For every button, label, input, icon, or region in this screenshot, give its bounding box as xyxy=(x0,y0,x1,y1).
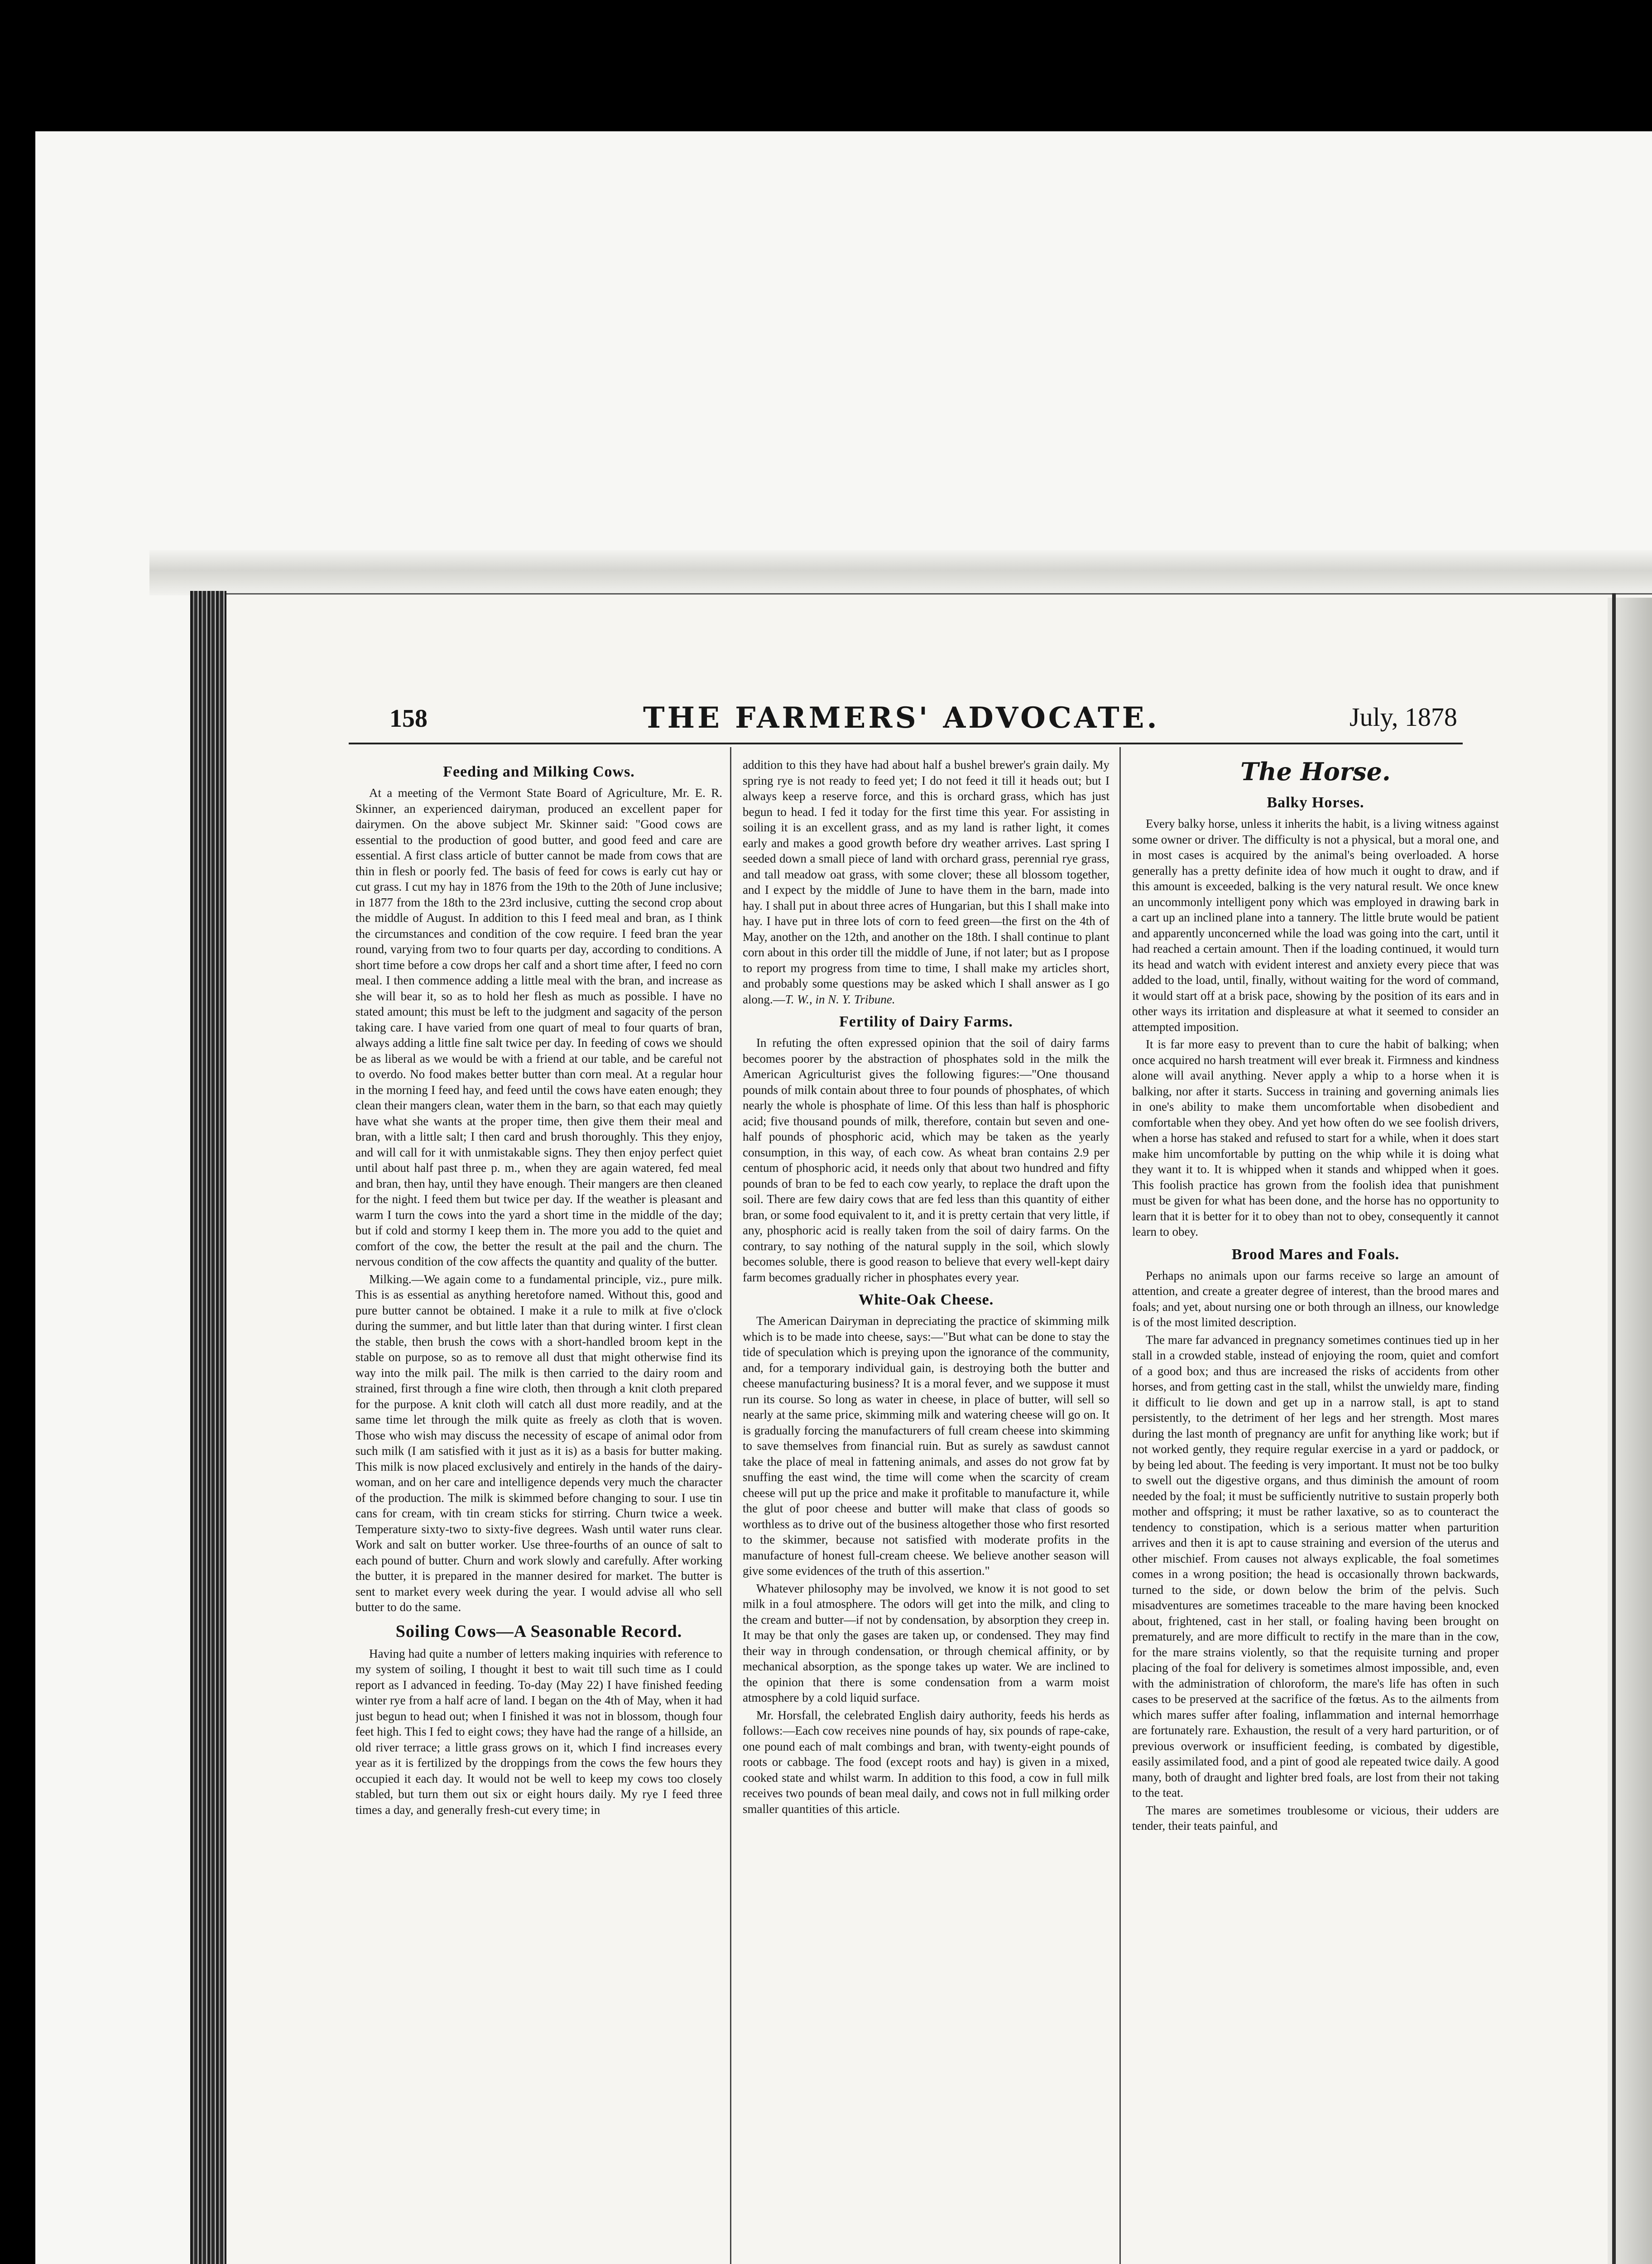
issue-date: July, 1878 xyxy=(1349,702,1457,732)
article-paragraph: Mr. Horsfall, the celebrated English dairy authority, feeds his herds as follows:—Each cow receives nine pounds of hay, six pounds of rape-cake, one pound each of malt combings and bran, with twenty-eight pounds of roots or cabbage. The food (except roots and hay) is given in a mixed, cooked state and whilst warm. In addition to this food, a cow in full milk receives two pounds of bean meal daily, and cows not in full milking order smaller quantities of this article. xyxy=(743,1708,1109,1816)
column-divider xyxy=(1119,747,1121,2264)
article-title: Brood Mares and Foals. xyxy=(1231,1246,1400,1263)
article-title: White-Oak Cheese. xyxy=(858,1291,994,1308)
article-paragraph: Whatever philosophy may be involved, we know it is not good to set milk in a foul atmosphere. The odors will get into the milk, and cling to the cream and butter—if not by condensation, by absorption they creep in. It may be that only the gases are taken up, or condensed. They may find their way in through condensation, or through chemical affinity, or by mechanical absorption, as the sponge takes up water. We are inclined to the opinion that there is some condensation from a warm moist atmosphere by a cold liquid surface. xyxy=(743,1581,1109,1704)
article-title: Balky Horses. xyxy=(1267,794,1364,811)
article-paragraph: The American Dairyman in depreciating the practice of skimming milk which is to be made into cheese, says:—"But what can be done to stay the tide of speculation which is preying upon the ignorance of the community, and, for a temporary individual gain, is destroying both the butter and cheese manufacturing business? It is a moral fever, and we suppose it must run its course. So long as water in cheese, in place of butter, will sell so nearly at the same price, skimming milk and watering cheese will go on. It is gradually forcing the manufacturers of full cream cheese into skimming to save themselves from financial ruin. But as surely as sawdust cannot take the place of meal in fattening animals, and asses do not grow fat by snuffing the east wind, the time will come when the scarcity of cream cheese will put up the price and make it profitable to manufacture it, while the glut of poor cheese and butter will make that class of goods so worthless as to drive out of the business altogether those who first resorted to the skimmer, because not satisfied with moderate profits in the manufacture of honest full-cream cheese. We believe another season will give some evidences of the truth of this assertion." xyxy=(743,1314,1109,1578)
article-paragraph: At a meeting of the Vermont State Board of Agriculture, Mr. E. R. Skinner, an experienced dairyman, produced an excellent paper for dairymen. On the above subject Mr. Skinner said: "Good cows are essential to the production of good butter, and good feed and care are essential. A first class article of butter cannot be made from cows that are thin in flesh or poorly fed. The basis of feed for cows is early cut hay or cut grass. I cut my hay in 1876 from the 19th to the 20th of June inclusive; in 1877 from the 18th to the 23rd inclusive, cutting the second crop about the middle of August. In addition to this I feed meal and bran, as I think the circumstances and condition of the cow require. I feed bran the year round, varying from two to four quarts per day, according to conditions. A short time before a cow drops her calf and a short time after, I feed no corn meal. I then commence adding a little meal with the bran, and increase as she will bear it, so as to hold her flesh as much as possible. I have no stated amount; this must be left to the judgment and sagacity of the person taking care. I have varied from one quart of meal to four quarts of bran, always adding a little fine salt twice per day. In feeding of cows we should be as liberal as we would be with a friend at our table, and be careful not to overdo. No food makes better butter than corn meal. At a regular hour in the morning I feed hay, and feed until the cows have eaten enough; they clean their mangers clean, water them in the barn, so that each may quietly have what she wants at the proper time, then give them their meal and bran, with a little salt; I then card and brush thoroughly. This they enjoy, and will call for it with unmistakable signs. They then enjoy perfect quiet until about half past three p. m., when they are again watered, fed meal and bran, then hay, until they have enough. Their mangers are then cleaned for the night. I feed them but twice per day. If the weather is pleasant and warm I turn the cows into the yard a short time in the middle of the day; but if cold and stormy I keep them in. The more you add to the quiet and comfort of the cow, the better the result at the pail and the churn. The nervous condition of the cow affects the quantity and quality of the butter. xyxy=(355,786,722,1268)
article-paragraph: Milking.—We again come to a fundamental principle, viz., pure milk. This is as essential as anything heretofore named. Without this, good and pure butter cannot be obtained. I make it a rule to milk at five o'clock during the summer, and but little later than that during winter. I first clean the stable, then brush the cows with a short-handled broom kept in the stable on purpose, so as to remove all dust that might otherwise find its way into the milk pail. The milk is then carried to the dairy room and strained, first through a fine wire cloth, then through a knit cloth prepared for the purpose. A knit cloth will catch all dust more readily, and at the same time let through the milk quite as freely as cloth that is woven. Those who wish may discuss the necessity of escape of animal odor from such milk (I am satisfied with it just as it is) as a basis for butter making. This milk is now placed exclusively and entirely in the hands of the dairy-woman, and on her care and intelligence depends very much the character of the production. The milk is skimmed before changing to sour. I use tin cans for cream, with tin cream sticks for stirring. Churn twice a week. Temperature sixty-two to sixty-five degrees. Wash until water runs clear. Work and salt on butter worker. Use three-fourths of an ounce of salt to each pound of butter. Churn and work slowly and carefully. After working the butter, it is prepared in the manner desired for market. The butter is sent to market every week during the year. I would advise all who sell butter to do the same. xyxy=(355,1272,722,1614)
article-paragraph: Every balky horse, unless it inherits the habit, is a living witness against some owner or driver. The difficulty is not a physical, but a moral one, and in most cases is acquired by the animal's being overloaded. A horse generally has a pretty definite idea of how much it ought to draw, and if this amount is exceeded, balking is the very natural result. We once knew an uncommonly intelligent pony which was employed in drawing bark in a cart up an inclined plane into a tannery. The little brute would be patient and apparently unconcerned while the load was going into the cart, until it had reached a certain amount. Then if the loading continued, it would turn its head and watch with evident interest and anxiety every piece that was added to the load, until, finally, without waiting for the word of command, it would start off at a brisk pace, showing by the position of its ears and in other ways its irritation and displeasure at what it seemed to consider an attempted imposition. xyxy=(1132,817,1499,1034)
page-edge-line xyxy=(1612,593,1616,2264)
header-rule xyxy=(349,743,1463,744)
book-binding xyxy=(190,591,226,2264)
article-paragraph: The mare far advanced in pregnancy sometimes continues tied up in her stall in a crowded stable, instead of enjoying the room, quiet and comfort of a good box; and thus are increased the risks of accidents from other horses, and from getting cast in the stall, whilst the unwieldy mare, finding it difficult to lie down and get up in a narrow stall, is apt to stand persistently, to the detriment of her legs and her strength. Most mares during the last month of pregnancy are unfit for anything like work; but if not worked gently, they require regular exercise in a yard or paddock, or by being led about. The feeding is very important. It must not be too bulky to swell out the digestive organs, and thus diminish the amount of room needed by the foal; it must be sufficiently nutritive to sustain properly both mother and offspring; it must be rather laxative, so as to counteract the tendency to constipation, which is a serious matter when parturition arrives and then it is apt to cause straining and eversion of the uterus and other mischief. From causes not always explicable, the foal sometimes comes in a wrong position; the head is occasionally thrown backwards, turned to the side, or down below the brim of the pelvis. Such misadventures are sometimes traceable to the mare having been knocked about, frightened, cast in her stall, or foaling having been brought on prematurely, and are more difficult to rectify in the mare than in the cow, for the mare strains violently, so that the requisite turning and proper placing of the foal for delivery is sometimes almost impossible, and, even with the administration of chloroform, the mare's life has often in such cases to be preserved at the sacrifice of the fœtus. As to the ailments from which mares suffer after foaling, inflammation and internal hemorrhage are fortunately rare. Exhaustion, the result of a very hard parturition, or of previous overwork or insufficient feeding, is combated by digestible, easily assimilated food, and a pint of good ale repeated twice daily. A good many, both of draught and lighter bred foals, are lost from their not taking to the teat. xyxy=(1132,1333,1499,1799)
masthead-title: THE FARMERS' ADVOCATE. xyxy=(643,701,1160,735)
article-signature: T. W., in N. Y. Tribune. xyxy=(785,992,895,1006)
column-divider xyxy=(730,747,731,2264)
column-3 xyxy=(1132,757,1499,2264)
column-2 xyxy=(743,757,1109,2264)
scan-shadow xyxy=(149,550,1652,595)
article-title: Soiling Cows—A Seasonable Record. xyxy=(395,1621,682,1641)
article-paragraph: Perhaps no animals upon our farms receive so large an amount of attention, and create a greater degree of interest, than the brood mares and foals; and yet, about nursing one or both through an illness, our knowledge is of the most limited description. xyxy=(1132,1268,1499,1329)
article-paragraph: The mares are sometimes troublesome or vicious, their udders are tender, their teats painful, and xyxy=(1132,1803,1499,1832)
article-paragraph: Having had quite a number of letters making inquiries with reference to my system of soiling, I thought it best to wait till such time as I could report as I advanced in feeding. To-day (May 22) I have finished feeding winter rye from a half acre of land. I began on the 4th of May, when it had just begun to head out; when I finished it was not in blossom, though four feet high. This I fed to eight cows; they have had the range of a hillside, an old river terrace; a little grass grows on it, which I find increases every year as it is fertilized by the droppings from the cows the few hours they occupied it each day. It would not be well to keep my cows too closely stabled, but turn them out six or eight hours daily. My rye I feed three times a day, and generally fresh-cut every time; in xyxy=(355,1646,722,1817)
article-continuation xyxy=(743,757,1109,1007)
continuation-text: addition to this they have had about half a bushel brewer's grain daily. My spring rye is not ready to feed yet; I do not feed it till it heads out; but I always keep a reserve force, and this is orchard grass, which has just begun to head. I fed it today for the first time this year. For assisting in soiling it is an excellent grass, and as my land is rather light, it comes early and makes a good growth before dry weather arrives. Last spring I seeded down a small piece of land with orchard grass, perennial rye grass, and tall meadow oat grass, with some clover; these all blossom together, and I expect by the middle of June to have them in the barn, made into hay. I shall put in about three acres of Hungarian, but this I shall make into hay. I have put in three lots of corn to feed green—the first on the 4th of May, another on the 12th, and another on the 18th. I shall continue to plant corn about in this order till the middle of June, if not later; but as I propose to report my progress from time to time, I shall make my articles short, and probably some questions may be asked which I shall answer as I go along.— xyxy=(743,758,1109,1006)
article-paragraph: It is far more easy to prevent than to cure the habit of balking; when once acquired no harsh treatment will ever break it. Firmness and kindness alone will avail anything. Never apply a whip to a horse when it is balking, nor after it starts. Success in training and governing animals lies in one's ability to make them uncomfortable when disobedient and comfortable when they obey. And yet how often do we see foolish drivers, when a horse has staked and refused to start for a while, when it does start make him uncomfortable by putting on the whip while it is doing what they want it to. It is whipped when it stands and whipped when it goes. This foolish practice has grown from the foolish idea that punishment must be given for what has been done, and the horse has no opportunity to learn that it is better for it to obey than not to obey, consequently it cannot learn to obey. xyxy=(1132,1037,1499,1238)
section-title: The Horse. xyxy=(1240,757,1391,786)
article-paragraph: In refuting the often expressed opinion that the soil of dairy farms becomes poorer by the abstraction of phosphates sold in the milk the American Agriculturist gives the following figures:—"One thousand pounds of milk contain about three to four pounds of phosphates, of which nearly the whole is phosphate of lime. Of this less than half is phosphoric acid; five thousand pounds of milk, therefore, contain but seven and one-half pounds of phosphoric acid, which may be taken as the yearly consumption, in this way, of each cow. As wheat bran contains 2.9 per centum of phosphoric acid, it needs only that about two hundred and fifty pounds of bran to be fed to each cow yearly, to replace the draft upon the soil. There are few dairy cows that are fed less than this quantity of either bran, or some food equivalent to it, and it is pretty certain that very little, if any, phosphoric acid is really taken from the soil of dairy farms. On the contrary, to say nothing of the natural supply in the soil, which slowly becomes soluble, there is good reason to believe that every well-kept dairy farm becomes gradually richer in phosphates every year. xyxy=(743,1036,1109,1284)
article-title: Feeding and Milking Cows. xyxy=(443,763,635,780)
column-1 xyxy=(355,757,722,2264)
page-number: 158 xyxy=(389,705,427,733)
article-title: Fertility of Dairy Farms. xyxy=(839,1013,1013,1030)
